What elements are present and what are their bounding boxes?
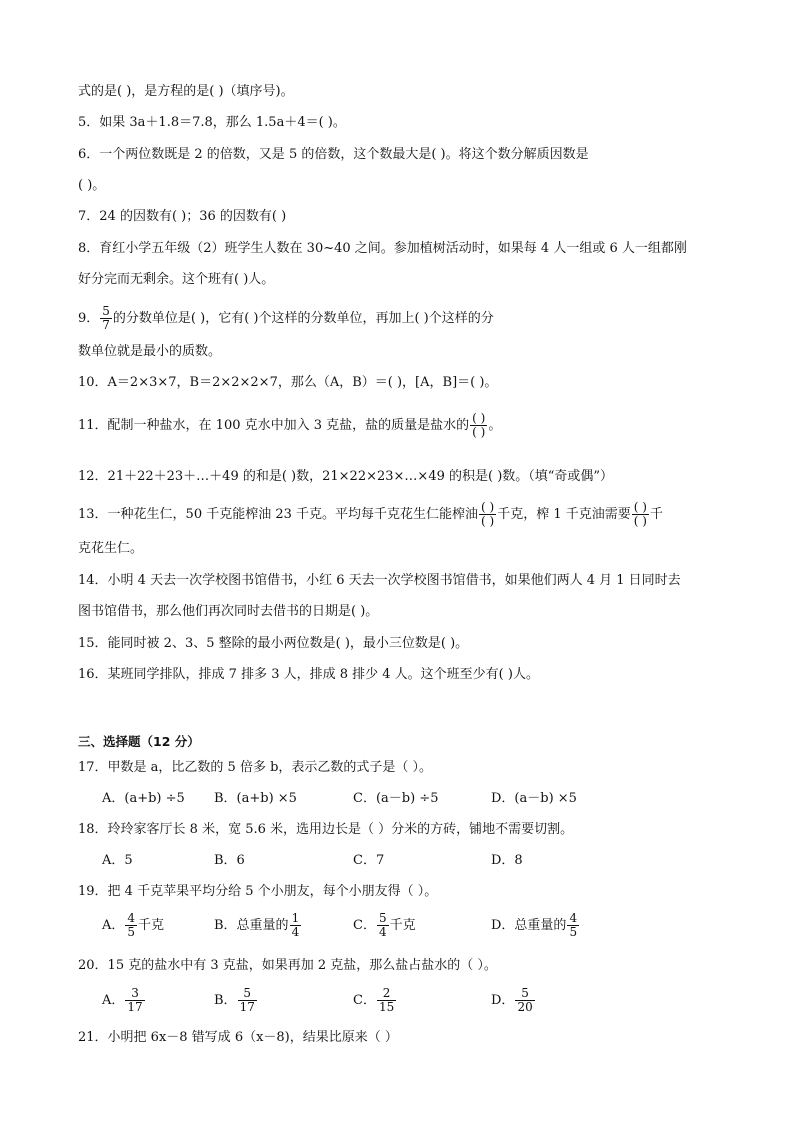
question-8: 8．育红小学五年级（2）班学生人数在 30~40 之间。参加植树活动时，如果每 4 人一组或 6 人一组都刚 <box>78 241 687 256</box>
question-21: 21．小明把 6x－8 错写成 6（x－8)，结果比原来（ ） <box>78 1030 398 1045</box>
fraction-blank: ( ) ( ) <box>472 411 486 439</box>
question-9-cont: 数单位就是最小的质数。 <box>78 344 222 359</box>
question-11 <box>78 412 501 439</box>
question-9 <box>78 305 494 332</box>
question-13 <box>78 501 663 528</box>
question-9-text: 的分数单位是( )，它有( )个这样的分数单位，再加上( )个这样的分 <box>112 311 494 326</box>
question-10: 10．A＝2×3×7，B＝2×2×2×7，那么（A，B）＝( )，[A，B]＝( )。 <box>78 375 498 390</box>
q19-option-d: D．总重量的 $\frac{4}{5}$ <box>491 911 578 939</box>
q20-option-a: A． $\frac{3}{17}$ <box>102 986 143 1014</box>
section-heading-choice: 三、选择题（12 分） <box>78 734 200 749</box>
question-4-tail: 式的是( )，是方程的是( )（填序号)。 <box>78 84 294 99</box>
question-18: 18．玲玲家客厅长 8 米，宽 5.6 米，选用边长是（ ）分米的方砖，铺地不需要切割。 <box>78 822 574 837</box>
q18-option-a: A．5 <box>102 853 133 868</box>
q20-option-c: C． $\frac{2}{15}$ <box>353 986 395 1014</box>
q17-option-c: C．(a－b) ÷5 <box>353 791 439 806</box>
fraction-blank: ( ) ( ) <box>481 500 495 528</box>
q20-option-b: B． $\frac{5}{17}$ <box>214 986 255 1014</box>
q17-option-b: B．(a+b) ×5 <box>214 791 297 806</box>
q17-option-a: A．(a+b) ÷5 <box>102 791 185 806</box>
question-11-text: 11．配制一种盐水，在 100 克水中加入 3 克盐，盐的质量是盐水的 <box>78 418 470 433</box>
fraction-blank: ( ) ( ) <box>633 500 647 528</box>
question-8-cont: 好分完而无剩余。这个班有( )人。 <box>78 272 275 287</box>
question-13-end: 千 <box>649 507 663 522</box>
question-19: 19．把 4 千克苹果平均分给 5 个小朋友，每个小朋友得（ ）。 <box>78 884 438 899</box>
question-9-number: 9． <box>78 311 100 326</box>
question-13-cont: 克花生仁。 <box>78 541 144 556</box>
question-6-cont: ( )。 <box>78 178 106 193</box>
question-17: 17．甲数是 a，比乙数的 5 倍多 b，表示乙数的式子是（ ）。 <box>78 760 433 775</box>
question-14-cont: 图书馆借书，那么他们再次同时去借书的日期是( )。 <box>78 604 379 619</box>
question-20: 20．15 克的盐水中有 3 克盐，如果再加 2 克盐，那么盐占盐水的（ ）。 <box>78 958 497 973</box>
q19-option-c: C． $\frac{5}{4}$ 千克 <box>353 911 416 939</box>
q18-option-d: D．8 <box>491 853 523 868</box>
q19-option-a: A． $\frac{4}{5}$ 千克 <box>102 911 165 939</box>
q18-option-b: B．6 <box>214 853 245 868</box>
question-5: 5．如果 3a＋1.8＝7.8，那么 1.5a＋4＝( )。 <box>78 115 346 130</box>
question-15: 15．能同时被 2、3、5 整除的最小两位数是( )，最小三位数是( )。 <box>78 636 469 651</box>
q20-option-d: D． $\frac{5}{20}$ <box>491 986 533 1014</box>
q19-option-b: B．总重量的 $\frac{1}{4}$ <box>214 911 300 939</box>
question-14: 14．小明 4 天去一次学校图书馆借书，小红 6 天去一次学校图书馆借书，如果他们两人 4 月 1 日同时去 <box>78 573 681 588</box>
question-13-mid: 千克，榨 1 千克油需要 <box>497 507 631 522</box>
question-16: 16．某班同学排队，排成 7 排多 3 人，排成 8 排少 4 人。这个班至少有( )人。 <box>78 667 539 682</box>
fraction-five-sevenths: $\frac{5}{7}$ <box>102 304 110 332</box>
question-6: 6．一个两位数既是 2 的倍数，又是 5 的倍数，这个数最大是( )。将这个数分解质因数是 <box>78 147 589 162</box>
question-12: 12．21＋22＋23＋…＋49 的和是( )数，21×22×23×…×49 的积是( )数。（填“奇或偶”） <box>78 469 614 484</box>
q18-option-c: C．7 <box>353 853 385 868</box>
q17-option-d: D．(a－b) ×5 <box>491 791 577 806</box>
question-7: 7．24 的因数有( )；36 的因数有( ) <box>78 209 287 224</box>
question-11-end: 。 <box>488 418 502 433</box>
question-13-text: 13．一种花生仁，50 千克能榨油 23 千克。平均每千克花生仁能榨油 <box>78 507 479 522</box>
